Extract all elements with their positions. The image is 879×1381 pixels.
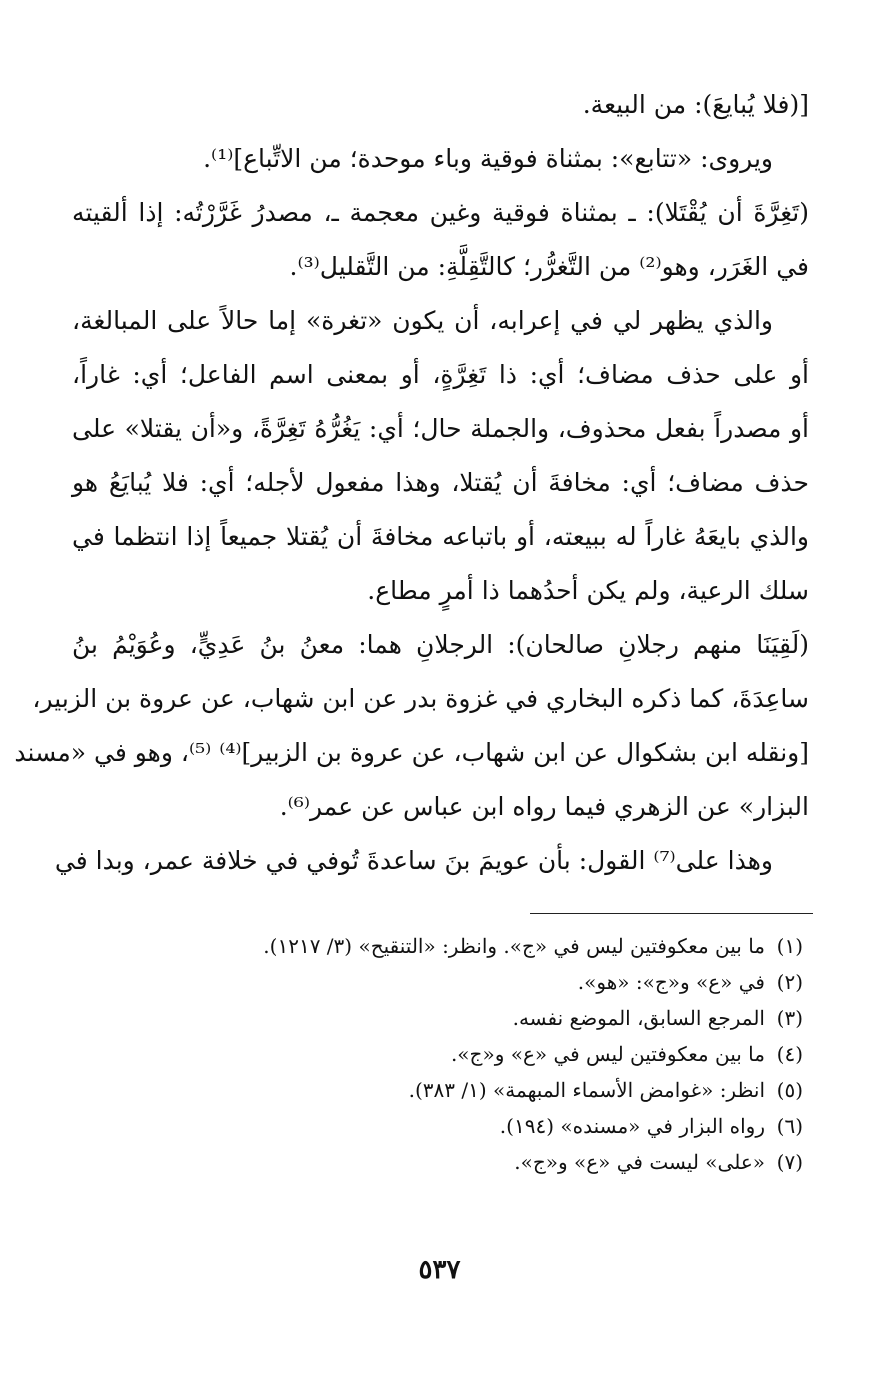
text-line: (لَقِيَنَا منهم رجلانِ صالحان): الرجلانِ هما: معنُ بنُ عَدِيٍّ، وعُوَيْمُ بنُ	[72, 630, 809, 659]
footnote-number: (٢)	[776, 970, 803, 994]
text-line: والذي بايعَهُ غاراً له ببيعته، أو باتباعه مخافةَ أن يُقتلا جميعاً إذا انتظما في	[72, 522, 809, 551]
text-line: أو على حذف مضاف؛ أي: ذا تَغِرَّةٍ، أو بمعنى اسم الفاعل؛ أي: غاراً،	[72, 360, 809, 389]
footnote-text: في «ع» و«ج»: «هو».	[577, 970, 765, 994]
text-line: سلك الرعية، ولم يكن أحدُهما ذا أمرٍ مطاع.	[367, 576, 809, 605]
footnote-item	[80, 1072, 809, 1108]
text-line: في الغَرَر، وهو⁽²⁾ من التَّغرُّر؛ كالتَّقِلَّةِ: من التَّقليل⁽³⁾.	[289, 252, 809, 281]
text-line: أو مصدراً بفعل محذوف، والجملة حال؛ أي: يَغُرُّهُ تَغِرَّةً، و«أن يقتلا» على	[72, 414, 809, 443]
footnote-text: ما بين معكوفتين ليس في «ج». وانظر: «التنقيح» (٣/ ١٢١٧).	[263, 934, 765, 958]
footnote-number: (٥)	[776, 1078, 803, 1102]
footnote-number: (١)	[776, 934, 803, 958]
footnote-item	[80, 1108, 809, 1144]
text-line: ساعِدَةَ، كما ذكره البخاري في غزوة بدر عن ابن شهاب، عن عروة بن الزبير،	[32, 684, 809, 713]
footnote-number: (٣)	[776, 1006, 803, 1030]
footnotes	[80, 928, 809, 1180]
page-number: ٥٣٧	[418, 1255, 461, 1285]
footnote-item	[80, 964, 809, 1000]
text-line: والذي يظهر لي في إعرابه، أن يكون «تغرة» إما حالاً على المبالغة،	[72, 306, 773, 335]
text-line: البزار» عن الزهري فيما رواه ابن عباس عن عمر⁽⁶⁾.	[279, 792, 809, 821]
footnote-item	[80, 1144, 809, 1180]
footnote-divider	[530, 913, 813, 914]
text-line: [ونقله ابن بشكوال عن ابن شهاب، عن عروة بن الزبير]⁽⁴⁾ ⁽⁵⁾، وهو في «مسند	[14, 738, 809, 767]
footnote-item	[80, 1036, 809, 1072]
footnote-text: رواه البزار في «مسنده» (١٩٤).	[499, 1114, 765, 1138]
footnote-number: (٧)	[776, 1150, 803, 1174]
footnote-number: (٤)	[776, 1042, 803, 1066]
footnote-text: «على» ليست في «ع» و«ج».	[514, 1150, 765, 1174]
footnote-text: ما بين معكوفتين ليس في «ع» و«ج».	[450, 1042, 765, 1066]
footnote-item	[80, 1000, 809, 1036]
main-text	[14, 78, 809, 888]
footnote-text: المرجع السابق، الموضع نفسه.	[512, 1006, 765, 1030]
footnote-number: (٦)	[776, 1114, 803, 1138]
text-line: وهذا على⁽⁷⁾ القول: بأن عويمَ بنَ ساعدةَ تُوفي في خلافة عمر، وبدا في	[54, 846, 773, 875]
text-line: (تَغِرَّةَ أن يُقْتَلا): ـ بمثناة فوقية وغين معجمة ـ، مصدرُ غَرَّرْتُه: إذا ألقيته	[72, 198, 809, 227]
text-line: [(فلا يُبايعَ): من البيعة.	[582, 90, 809, 119]
text-line: ويروى: «تتابع»: بمثناة فوقية وباء موحدة؛ من الاتِّباع]⁽¹⁾.	[203, 144, 773, 173]
text-line: حذف مضاف؛ أي: مخافةَ أن يُقتلا، وهذا مفعول لأجله؛ أي: فلا يُبايَعُ هو	[72, 468, 809, 497]
footnote-text: انظر: «غوامض الأسماء المبهمة» (١/ ٣٨٣).	[408, 1078, 765, 1102]
footnote-item	[80, 928, 809, 964]
